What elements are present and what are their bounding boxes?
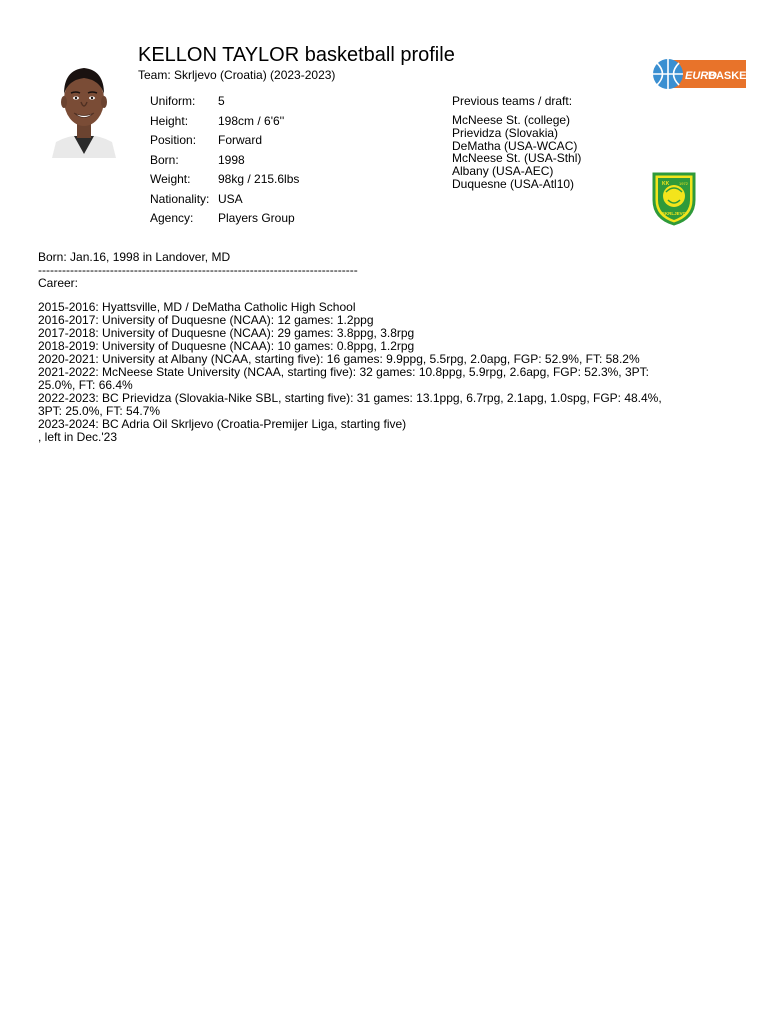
info-value: Forward bbox=[218, 133, 263, 147]
career-line: 2021-2022: McNeese State University (NCAA, starting five): 32 games: 10.8ppg, 5.9rpg, 2.6apg, FGP: 52.3%, 3PT: bbox=[38, 365, 649, 379]
career-line: 2022-2023: BC Prievidza (Slovakia-Nike SBL, starting five): 31 games: 13.1ppg, 6.7rpg, 2.1apg, 1.0spg, FGP: 48.4%, bbox=[38, 391, 662, 405]
info-value: 5 bbox=[218, 94, 225, 108]
club-logo-name: SKRLJEVO bbox=[661, 211, 687, 216]
previous-team-item: McNeese St. (USA-Sthl) bbox=[452, 151, 582, 166]
page-title: KELLON TAYLOR basketball profile bbox=[138, 44, 455, 66]
eurobasket-logo-euro: EURO bbox=[685, 70, 717, 82]
career-list bbox=[38, 301, 708, 444]
career-line: 2016-2017: University of Duquesne (NCAA): 12 games: 1.2ppg bbox=[38, 313, 374, 327]
club-logo-initials: KK bbox=[662, 181, 670, 187]
previous-teams bbox=[452, 94, 581, 191]
career-line: 2018-2019: University of Duquesne (NCAA): 10 games: 0.8ppg, 1.2rpg bbox=[38, 339, 415, 353]
eurobasket-logo-basket: BASKET bbox=[708, 70, 754, 82]
previous-team-item: McNeese St. (college) bbox=[452, 113, 571, 127]
info-label: Nationality: bbox=[150, 191, 210, 206]
career-heading: Career: bbox=[38, 276, 79, 290]
info-label: Uniform: bbox=[150, 94, 196, 108]
info-label: Position: bbox=[150, 133, 197, 147]
info-value: Players Group bbox=[218, 211, 295, 225]
career-line: , left in Dec.'23 bbox=[38, 430, 117, 444]
born-full: Born: Jan.16, 1998 in Landover, MD bbox=[38, 250, 231, 264]
divider-line: -------------------------------------------------------------------------------- bbox=[38, 263, 358, 277]
info-value: 98kg / 215.6lbs bbox=[218, 172, 300, 186]
previous-teams-heading: Previous teams / draft: bbox=[452, 94, 573, 108]
club-logo bbox=[650, 170, 698, 226]
eurobasket-logo bbox=[652, 57, 754, 91]
career-line: 3PT: 25.0%, FT: 54.7% bbox=[38, 404, 161, 418]
info-label: Agency: bbox=[150, 211, 194, 225]
previous-team-item: Prievidza (Slovakia) bbox=[452, 125, 559, 140]
team-line: Team: Skrljevo (Croatia) (2023-2023) bbox=[138, 68, 336, 82]
previous-team-item: DeMatha (USA-WCAC) bbox=[452, 138, 578, 153]
previous-team-item: Duquesne (USA-Atl10) bbox=[452, 176, 575, 191]
player-photo bbox=[50, 58, 118, 158]
info-label: Weight: bbox=[150, 172, 191, 186]
info-label: Height: bbox=[150, 113, 189, 128]
info-value: 198cm / 6'6'' bbox=[218, 113, 285, 128]
career-line: 2020-2021: University at Albany (NCAA, starting five): 16 games: 9.9ppg, 5.5rpg, 2.0apg, FGP: 52.9%, FT: 58.2% bbox=[38, 352, 640, 366]
info-value: 1998 bbox=[218, 152, 245, 167]
career-line: 25.0%, FT: 66.4% bbox=[38, 378, 133, 392]
previous-team-item: Albany (USA-AEC) bbox=[452, 164, 554, 179]
club-logo-year: 1972 bbox=[679, 181, 688, 186]
career-line: 2015-2016: Hyattsville, MD / DeMatha Catholic High School bbox=[38, 300, 356, 314]
info-label: Born: bbox=[150, 152, 179, 167]
info-value: USA bbox=[218, 191, 243, 206]
career-line: 2023-2024: BC Adria Oil Skrljevo (Croatia-Premijer Liga, starting five) bbox=[38, 417, 407, 431]
career-line: 2017-2018: University of Duquesne (NCAA): 29 games: 3.8ppg, 3.8rpg bbox=[38, 326, 415, 340]
